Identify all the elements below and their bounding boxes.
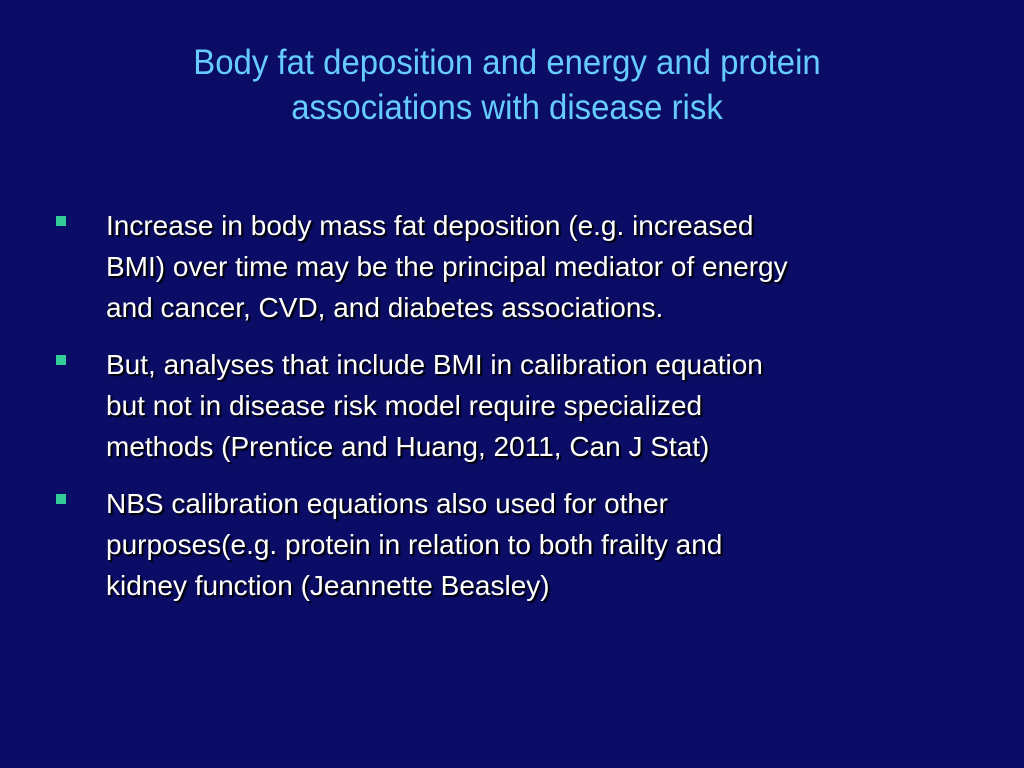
bullet-line: but not in disease risk model require specialized [106, 390, 703, 421]
bullet-text [106, 483, 956, 606]
bullet-item-calibration-analyses [56, 344, 956, 467]
bullet-line: and cancer, CVD, and diabetes associations. [106, 292, 664, 323]
bullet-line: Increase in body mass fat deposition (e.g. increased [106, 210, 754, 241]
square-bullet-icon [56, 494, 66, 504]
bullet-item-nbs-equations [56, 483, 956, 606]
slide-title [30, 40, 983, 130]
bullet-line: purposes(e.g. protein in relation to both frailty and [106, 529, 723, 560]
square-bullet-icon [56, 355, 66, 365]
slide-title-line-1: Body fat deposition and energy and protein [193, 43, 821, 82]
bullet-line: methods (Prentice and Huang, 2011, Can J Stat) [106, 431, 710, 462]
square-bullet-icon [56, 216, 66, 226]
bullet-line: NBS calibration equations also used for other [106, 488, 668, 519]
bullet-text [106, 344, 956, 467]
bullet-item-bmi-mediator [56, 205, 956, 328]
bullet-line: BMI) over time may be the principal mediator of energy [106, 251, 788, 282]
bullet-text [106, 205, 956, 328]
bullet-line: kidney function (Jeannette Beasley) [106, 570, 550, 601]
bullet-list [56, 205, 956, 622]
slide-title-line-2: associations with disease risk [291, 88, 723, 127]
bullet-line: But, analyses that include BMI in calibration equation [106, 349, 763, 380]
